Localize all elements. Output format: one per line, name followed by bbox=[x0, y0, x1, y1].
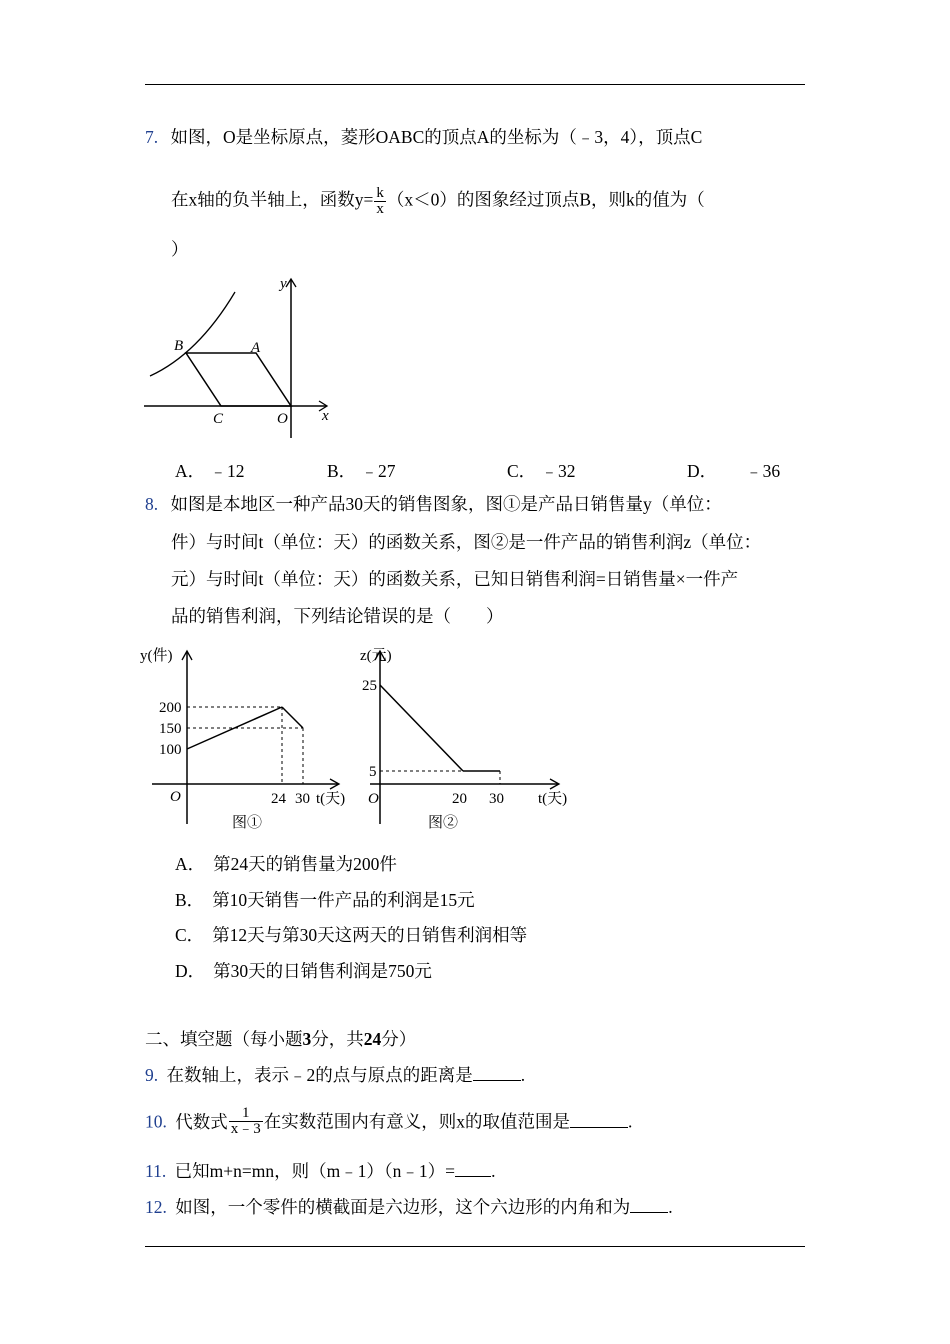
q8-option-c-text: 第12天与第30天这两天的日销售利润相等 bbox=[212, 925, 528, 945]
q7-option-a-value: ﹣12 bbox=[209, 461, 245, 481]
q8-option-c-label: C． bbox=[175, 925, 205, 945]
q8-chart2 bbox=[360, 642, 590, 838]
q7-number: 7. bbox=[145, 127, 159, 147]
section2-title bbox=[145, 1028, 416, 1050]
q11-text: 已知m+n=mn，则（m﹣1）（n﹣1）= bbox=[174, 1161, 456, 1181]
q7-option-b-label: B． bbox=[327, 461, 357, 481]
q8-option-b[interactable] bbox=[175, 887, 475, 912]
q7-rhombus bbox=[186, 353, 291, 406]
q7-option-c[interactable] bbox=[507, 458, 576, 483]
q9-text: 在数轴上，表示﹣2的点与原点的距离是 bbox=[166, 1065, 473, 1085]
q7-figure bbox=[140, 272, 340, 442]
q7-option-c-label: C． bbox=[507, 461, 537, 481]
q7-label-C: C bbox=[213, 411, 224, 427]
section2-title-pre: 二、填空题（每小题 bbox=[145, 1029, 303, 1049]
q7-option-d[interactable] bbox=[687, 458, 780, 483]
section2-title-mid: 分，共 bbox=[311, 1029, 364, 1049]
q7-text-3: ） bbox=[171, 239, 189, 259]
section2-title-post: 分） bbox=[381, 1029, 417, 1049]
q10-number: 10. bbox=[145, 1111, 167, 1132]
q7-text-2-pre: 在x轴的负半轴上，函数y= bbox=[171, 189, 374, 210]
q9-line bbox=[145, 1064, 525, 1086]
q7-line3 bbox=[171, 238, 189, 260]
c1-tick-150: 150 bbox=[159, 721, 182, 737]
q7-option-a[interactable] bbox=[175, 458, 245, 483]
q8-option-a[interactable] bbox=[175, 851, 397, 876]
c1-tick-30: 30 bbox=[295, 791, 310, 807]
q8-option-d-text: 第30天的日销售利润是750元 bbox=[213, 961, 432, 981]
q8-option-d[interactable] bbox=[175, 958, 432, 983]
q9-answer-blank[interactable] bbox=[473, 1064, 521, 1081]
q10-frac-den: x﹣3 bbox=[230, 1121, 261, 1137]
q11-line bbox=[145, 1160, 495, 1182]
c2-x-label: t(天) bbox=[538, 791, 568, 807]
c1-caption: 图① bbox=[232, 815, 263, 831]
q7-line1 bbox=[145, 126, 702, 148]
bottom-rule bbox=[145, 1246, 805, 1247]
q9-number: 9. bbox=[145, 1065, 159, 1085]
section2-total: 24 bbox=[363, 1029, 382, 1049]
q8-option-c[interactable] bbox=[175, 922, 527, 947]
q10-text-post: 在实数范围内有意义，则x的取值范围是 bbox=[263, 1111, 571, 1132]
q7-line2 bbox=[171, 186, 705, 217]
q12-number: 12. bbox=[145, 1197, 167, 1217]
q8-line4 bbox=[171, 605, 504, 627]
q7-label-y: y bbox=[280, 276, 287, 292]
q8-text-1: 如图是本地区一种产品30天的销售图象，图①是产品日销售量y（单位： bbox=[170, 494, 722, 514]
q8-option-b-text: 第10天销售一件产品的利润是15元 bbox=[212, 890, 475, 910]
q7-option-c-value: ﹣32 bbox=[540, 461, 576, 481]
q7-label-A: A bbox=[251, 340, 261, 356]
q11-answer-blank[interactable] bbox=[455, 1160, 491, 1177]
q8-option-a-label: A． bbox=[175, 854, 206, 874]
q12-line bbox=[145, 1196, 673, 1218]
c1-tick-200: 200 bbox=[159, 700, 182, 716]
c1-y-label: y(件) bbox=[140, 648, 173, 664]
c2-caption: 图② bbox=[428, 815, 459, 831]
q9-end: . bbox=[520, 1065, 526, 1085]
q7-option-b[interactable] bbox=[327, 458, 396, 483]
c1-origin: O bbox=[170, 789, 181, 805]
q7-option-a-label: A． bbox=[175, 461, 206, 481]
c2-tick-25: 25 bbox=[362, 678, 377, 694]
q10-text-pre: 代数式 bbox=[175, 1111, 228, 1132]
c2-seg-1 bbox=[380, 685, 463, 771]
q7-text-2-post: （x＜0）的图象经过顶点B，则k的值为（ bbox=[386, 189, 705, 210]
q10-frac-num: 1 bbox=[242, 1105, 250, 1121]
q7-frac-num: k bbox=[376, 185, 384, 201]
c2-y-label: z(元) bbox=[360, 648, 392, 664]
q8-chart1 bbox=[140, 642, 360, 838]
q8-option-b-label: B． bbox=[175, 890, 205, 910]
q7-text-1: 如图，O是坐标原点，菱形OABC的顶点A的坐标为（﹣3，4），顶点C bbox=[170, 127, 703, 147]
q7-option-d-label: D． bbox=[687, 461, 718, 481]
q10-line bbox=[145, 1105, 633, 1139]
q8-option-a-text: 第24天的销售量为200件 bbox=[213, 854, 397, 874]
c2-tick-20: 20 bbox=[452, 791, 467, 807]
c2-tick-5: 5 bbox=[369, 764, 377, 780]
c1-tick-24: 24 bbox=[271, 791, 286, 807]
q12-text: 如图，一个零件的横截面是六边形，这个六边形的内角和为 bbox=[175, 1197, 631, 1217]
q8-text-4: 品的销售利润，下列结论错误的是（ ） bbox=[171, 606, 504, 626]
q8-line2 bbox=[171, 531, 761, 553]
q8-line3 bbox=[171, 568, 738, 590]
q7-label-O: O bbox=[277, 411, 288, 427]
q8-number: 8. bbox=[145, 494, 159, 514]
q11-number: 11. bbox=[145, 1161, 167, 1181]
q10-end: . bbox=[628, 1111, 633, 1132]
q7-option-b-value: ﹣27 bbox=[360, 461, 396, 481]
q12-end: . bbox=[668, 1197, 673, 1217]
q7-label-B: B bbox=[174, 338, 184, 354]
c1-seg-2 bbox=[282, 707, 303, 728]
q10-fraction bbox=[229, 1106, 263, 1137]
q12-answer-blank[interactable] bbox=[630, 1196, 668, 1213]
q8-text-3: 元）与时间t（单位：天）的函数关系，已知日销售利润=日销售量×一件产 bbox=[171, 569, 739, 589]
q8-line1 bbox=[145, 493, 722, 515]
c2-tick-30: 30 bbox=[489, 791, 504, 807]
c1-x-label: t(天) bbox=[316, 791, 346, 807]
q7-label-x: x bbox=[322, 408, 329, 424]
section2-per: 3 bbox=[302, 1029, 312, 1049]
top-rule bbox=[145, 84, 805, 85]
q8-option-d-label: D． bbox=[175, 961, 206, 981]
q8-text-2: 件）与时间t（单位：天）的函数关系，图②是一件产品的销售利润z（单位： bbox=[171, 532, 762, 552]
q7-frac-den: x bbox=[376, 201, 384, 217]
c2-origin: O bbox=[368, 791, 379, 807]
q7-option-d-value: ﹣36 bbox=[745, 461, 781, 481]
q11-end: . bbox=[491, 1161, 496, 1181]
q10-answer-blank[interactable] bbox=[570, 1111, 628, 1128]
c1-tick-100: 100 bbox=[159, 742, 182, 758]
q7-fraction bbox=[374, 186, 386, 217]
